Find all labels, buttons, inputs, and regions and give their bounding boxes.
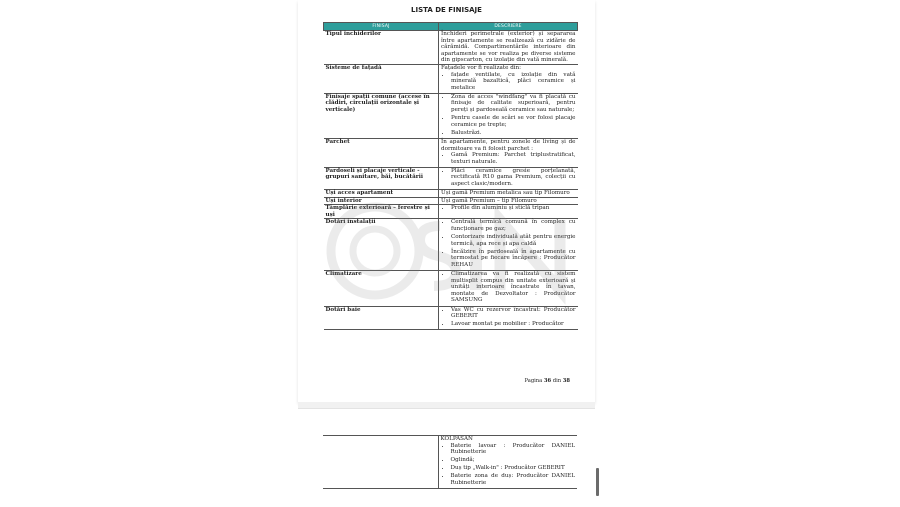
bullet-list (441, 205, 576, 212)
bullet-list (441, 219, 576, 268)
bullet-item: • Plăci ceramice gresie porțelanată, rectificată R10 gama Premium, colecții cu aspect clasic/modern. (451, 168, 576, 188)
bullet-list (441, 271, 576, 304)
bullet-item: • Încălzire în pardoseală în apartamente cu termostat pe fiecare încăpere : Producător REHAU (451, 249, 576, 269)
table-row (323, 436, 577, 489)
document-title: LISTA DE FINISAJE (411, 6, 482, 14)
bullet-item: • Climatizarea va fi realizată cu sistem multisplit compus din unitate exterioară și unități interioare încastrate în tavan, montate de Dezvoltator : Producător SAMSUNG (451, 271, 576, 304)
bullet-item: • Balustrăzi. (451, 130, 576, 137)
bullet-list (441, 152, 576, 165)
bullet-item: • Lavoar montat pe mobilier : Producător (451, 321, 576, 328)
description-text: Uși gamă Premium – tip Filomuro (441, 197, 537, 204)
description-cell (439, 219, 578, 271)
bullet-item: • Vas WC cu rezervor încastrat: Producător GEBERIT (451, 307, 576, 320)
table-row (324, 205, 578, 219)
bullet-item: • Pentru casele de scări se vor folosi placaje ceramice pe trepte; (451, 115, 576, 128)
finish-cell: Pardoseli și placaje verticale - grupuri sanitare, băi, bucătării (324, 167, 439, 189)
document-page-37 (298, 408, 595, 507)
description-cell (439, 167, 578, 189)
finish-cell: Finisaje spații comune (accese în clădiri, circulații orizontale și verticale) (324, 93, 439, 138)
description-cell (439, 205, 578, 219)
description-text: În apartamente, pentru zonele de living și de dormitoare va fi folosit parchet : (441, 138, 576, 152)
table-row (324, 271, 578, 306)
bullet-item: • Oglindă; (451, 457, 576, 464)
bullet-item: • Duș tip „Walk-in" : Producător GEBERIT (451, 465, 576, 472)
description-cell (439, 64, 578, 93)
finish-cell: Parchet (324, 138, 439, 167)
description-cell (439, 93, 578, 138)
table-row (324, 306, 578, 330)
table-body (324, 31, 578, 330)
bullet-list (441, 168, 576, 188)
finishes-table (323, 22, 578, 330)
table-row (324, 93, 578, 138)
description-cell (439, 138, 578, 167)
bullet-list (441, 443, 576, 487)
continuation-text: KOLPASAN (440, 436, 473, 442)
document-page-36 (298, 0, 595, 402)
bullet-item: • Profile din aluminiu și sticlă tripan (451, 205, 576, 212)
description-text: Închideri perimetrale (exterior) și separarea între apartamente se realizează cu zidărie de cărămidă. Compartimentările interioare din apartamente se vor realiza pe diverse sisteme din gipscarton, cu izolație din vată minerală. (441, 31, 576, 64)
bullet-item: • Contorizare individuală atât pentru energie termică, apa rece și apa caldă (451, 234, 576, 247)
total-pages-number: 38 (562, 378, 570, 384)
finish-cell: Uși acces apartament (324, 190, 439, 198)
header-finish: FINISAJ (324, 23, 439, 31)
table-row (324, 64, 578, 93)
table-row (324, 190, 578, 198)
bullet-list (441, 94, 576, 137)
page-footer: Pagina 36 din 38 (524, 378, 570, 384)
finish-cell: Dotări baie (324, 306, 439, 330)
description-cell (438, 436, 577, 489)
table-row (324, 31, 578, 65)
table-row (324, 138, 578, 167)
scrollbar-thumb[interactable] (596, 468, 599, 496)
bullet-item: • Gamă Premium: Parchet triplustratificat, texturi naturale. (451, 152, 576, 165)
bullet-item: • Baterie lavoar : Producător DANIEL Rubinetterie (451, 443, 576, 456)
bullet-item: • Zona de acces "windfang" va fi placată cu finisaje de calitate superioară, pentru pereți și pardoseală ceramice sau naturale; (451, 94, 576, 114)
finish-cell (323, 436, 438, 489)
description-cell (439, 197, 578, 205)
finish-cell: Tipul închiderilor (324, 31, 439, 65)
finish-cell: Sisteme de fațadă (324, 64, 439, 93)
table-row (324, 197, 578, 205)
description-cell (439, 271, 578, 306)
bullet-list (441, 72, 576, 92)
table-row (324, 219, 578, 271)
description-text: Fațadele vor fi realizate din: (441, 64, 522, 71)
description-text: Uși gamă Premium metalica sau tip Filomuro (441, 190, 570, 197)
finish-cell: Tâmplărie exterioară – ferestre și uși (324, 205, 439, 219)
finishes-table-continued (323, 435, 577, 489)
bullet-item: • fațade ventilate, cu izolație din vată minerală bazaltică, plăci ceramice și metalice (451, 72, 576, 92)
description-cell (439, 31, 578, 65)
description-cell (439, 190, 578, 198)
table-row (324, 167, 578, 189)
finish-cell: Climatizare (324, 271, 439, 306)
bullet-item: • Centrală termică comună în complex cu funcționare pe gaz; (451, 219, 576, 232)
finish-cell: Uși interior (324, 197, 439, 205)
description-cell (439, 306, 578, 330)
current-page-number: 36 (543, 378, 552, 384)
bullet-list (441, 307, 576, 328)
bullet-item: • Baterie zona de duș: Producător DANIEL Rubinetterie (451, 473, 576, 486)
header-description: DESCRIERE (439, 23, 578, 31)
finish-cell: Dotări instalații (324, 219, 439, 271)
table-header-row (324, 23, 578, 31)
